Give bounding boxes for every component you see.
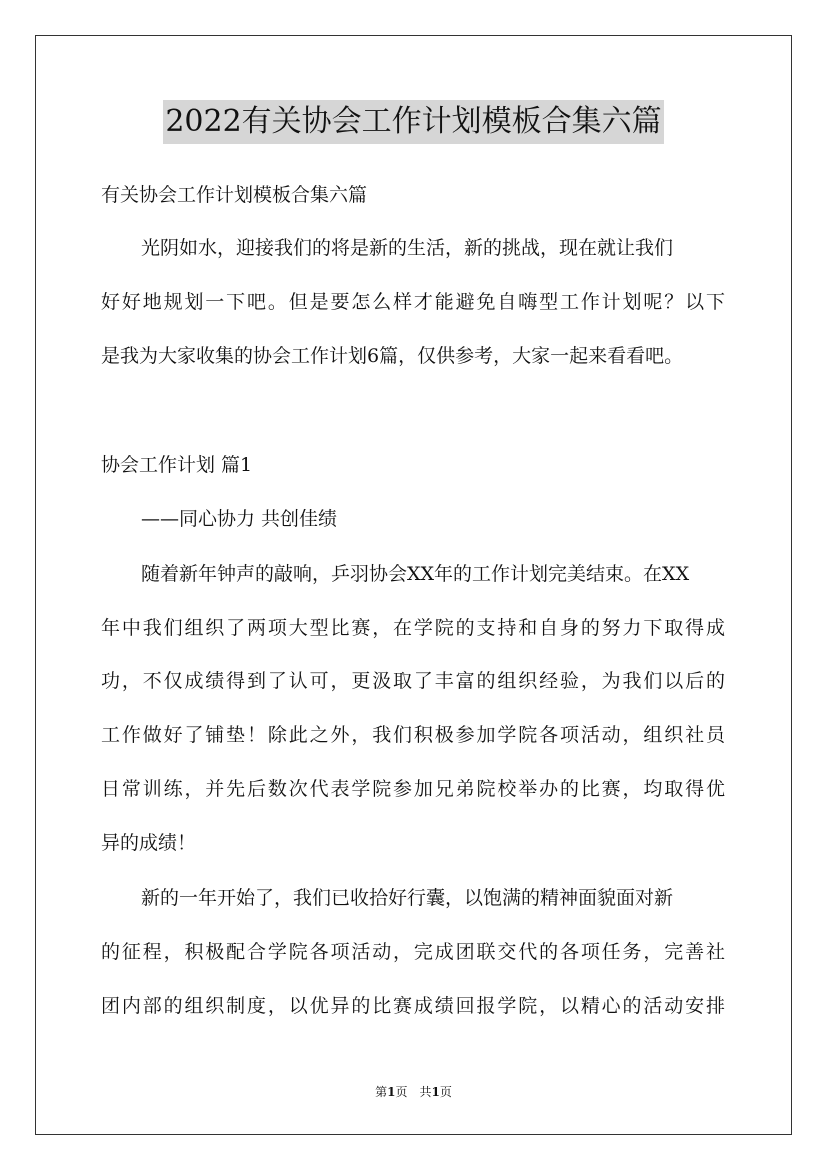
intro-line-3: 是我为大家收集的协会工作计划6篇，仅供参考，大家一起来看看吧。 [101, 345, 684, 367]
title-container [0, 100, 827, 144]
intro-line-2: 好好地规划一下吧。但是要怎么样才能避免自嗨型工作计划呢？以下 [101, 291, 725, 313]
document-subtitle: 有关协会工作计划模板合集六篇 [101, 184, 368, 206]
para1-line-1: 随着新年钟声的敲响，乒羽协会XX年的工作计划完美结束。在XX [141, 563, 690, 585]
total-label-suffix: 页 [439, 1085, 452, 1099]
page-footer [0, 1084, 827, 1100]
document-title: 2022有关协会工作计划模板合集六篇 [163, 100, 663, 144]
para2-line-2: 的征程，积极配合学院各项活动，完成团联交代的各项任务，完善社 [101, 941, 725, 963]
page-total: 1 [431, 1085, 440, 1099]
para1-line-2: 年中我们组织了两项大型比赛，在学院的支持和自身的努力下取得成 [101, 617, 725, 639]
section-slogan: ——同心协力 共创佳绩 [141, 508, 338, 530]
section-heading: 协会工作计划 篇1 [101, 454, 253, 476]
para2-line-3: 团内部的组织制度，以优异的比赛成绩回报学院，以精心的活动安排 [101, 995, 725, 1017]
para1-line-6: 异的成绩！ [101, 832, 197, 854]
para2-line-1: 新的一年开始了，我们已收拾好行囊，以饱满的精神面貌面对新 [141, 887, 674, 909]
intro-line-1: 光阴如水，迎接我们的将是新的生活，新的挑战，现在就让我们 [141, 237, 674, 259]
page-current: 1 [387, 1085, 396, 1099]
page-label-suffix: 页 [395, 1085, 408, 1099]
para1-line-4: 工作做好了铺垫！除此之外，我们积极参加学院各项活动，组织社员 [101, 724, 725, 746]
total-label-prefix: 共 [419, 1085, 432, 1099]
para1-line-5: 日常训练，并先后数次代表学院参加兄弟院校举办的比赛，均取得优 [101, 778, 725, 800]
page-label-prefix: 第 [375, 1085, 388, 1099]
para1-line-3: 功，不仅成绩得到了认可，更汲取了丰富的组织经验，为我们以后的 [101, 670, 725, 692]
